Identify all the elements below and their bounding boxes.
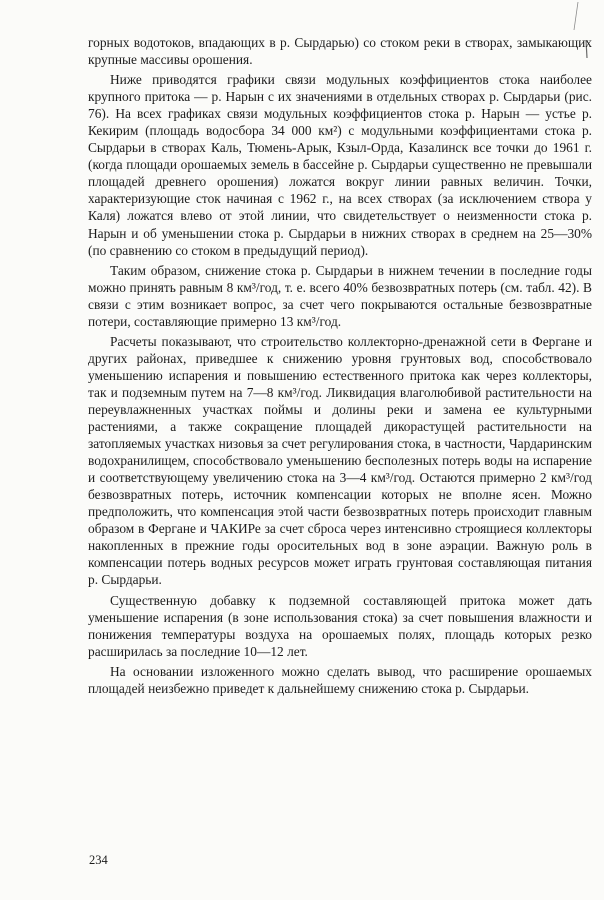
paragraph-calculations: Расчеты показывают, что строительство коллекторно-дренажной сети в Фергане и других районах, приведшее к снижению уровня грунтовых вод, способствовало уменьшению испарения и повышению естественного притока как через коллекторы, так и подземным путем на 7—8 км³/год. Ликвидация влаголюбивой растительности на переувлажненных участках поймы и долины реки и замена ее культурными растениями, а также сокращение площадей дикорастущей растительности на затопляемых участках низовья за счет регулирования стока, в частности, Чардаринским водохранилищем, способствовало уменьшению бесполезных потерь воды на испарение и соответствующему увеличению стока на 3—4 км³/год. Остаются примерно 2 км³/год безвозвратных потерь, источник компенсации которых не вполне ясен. Можно предположить, что компенсация этой части безвозвратных потерь происходит главным образом в Фергане и ЧАКИРе за счет сброса через интенсивно строящиеся коллекторы накопленных в прежние годы оросительных вод в зоне аэрации. Важную роль в компенсации потерь водных ресурсов может играть грунтовая составляющая питания р. Сырдарьи.	[88, 333, 592, 588]
paragraph-continuation: горных водотоков, впадающих в р. Сырдарью) со стоком реки в створах, замыкающих крупные массивы орошения.	[88, 35, 592, 68]
body-text	[88, 34, 592, 700]
page-number: 234	[89, 853, 108, 867]
paragraph-naryn-graphs: Ниже приводятся графики связи модульных коэффициентов стока наиболее крупного притока — р. Нарын с их значениями в отдельных створах р. Сырдарьи (рис. 76). На всех графиках связи модульных коэффициентов стока р. Нарын — устье р. Кекирим (площадь водосбора 34 000 км²) с модульными коэффициентами стока р. Сырдарьи в створах Каль, Тюмень-Арык, Кзыл-Орда, Казалинск все точки до 1961 г. (когда площади орошаемых земель в бассейне р. Сырдарьи существенно не превышали площадей древнего орошения) ложатся вокруг линии равных величин. Точки, характеризующие сток начиная с 1962 г., на всех створах (за исключением створа у Каля) ложатся влево от этой линии, что свидетельствует о неизменности стока р. Нарын и об уменьшении стока р. Сырдарьи в нижних створах в среднем на 25—30% (по сравнению со стоком в предыдущий период).	[88, 72, 592, 258]
paragraph-conclusion: На основании изложенного можно сделать вывод, что расширение орошаемых площадей неизбежно приведет к дальнейшему снижению стока р. Сырдарьи.	[88, 663, 592, 696]
paragraph-evaporation: Существенную добавку к подземной составляющей притока может дать уменьшение испарения (в зоне использования стока) за счет повышения влажности и понижения температуры воздуха на орошаемых полях, площадь которых резко расширилась за последние 10—12 лет.	[88, 592, 592, 659]
paragraph-flow-reduction: Таким образом, снижение стока р. Сырдарьи в нижнем течении в последние годы можно принять равным 8 км³/год, т. е. всего 40% безвозвратных потерь (см. табл. 42). В связи с этим возникает вопрос, за счет чего покрываются остальные безвозвратные потери, составляющие примерно 13 км³/год.	[88, 262, 592, 329]
